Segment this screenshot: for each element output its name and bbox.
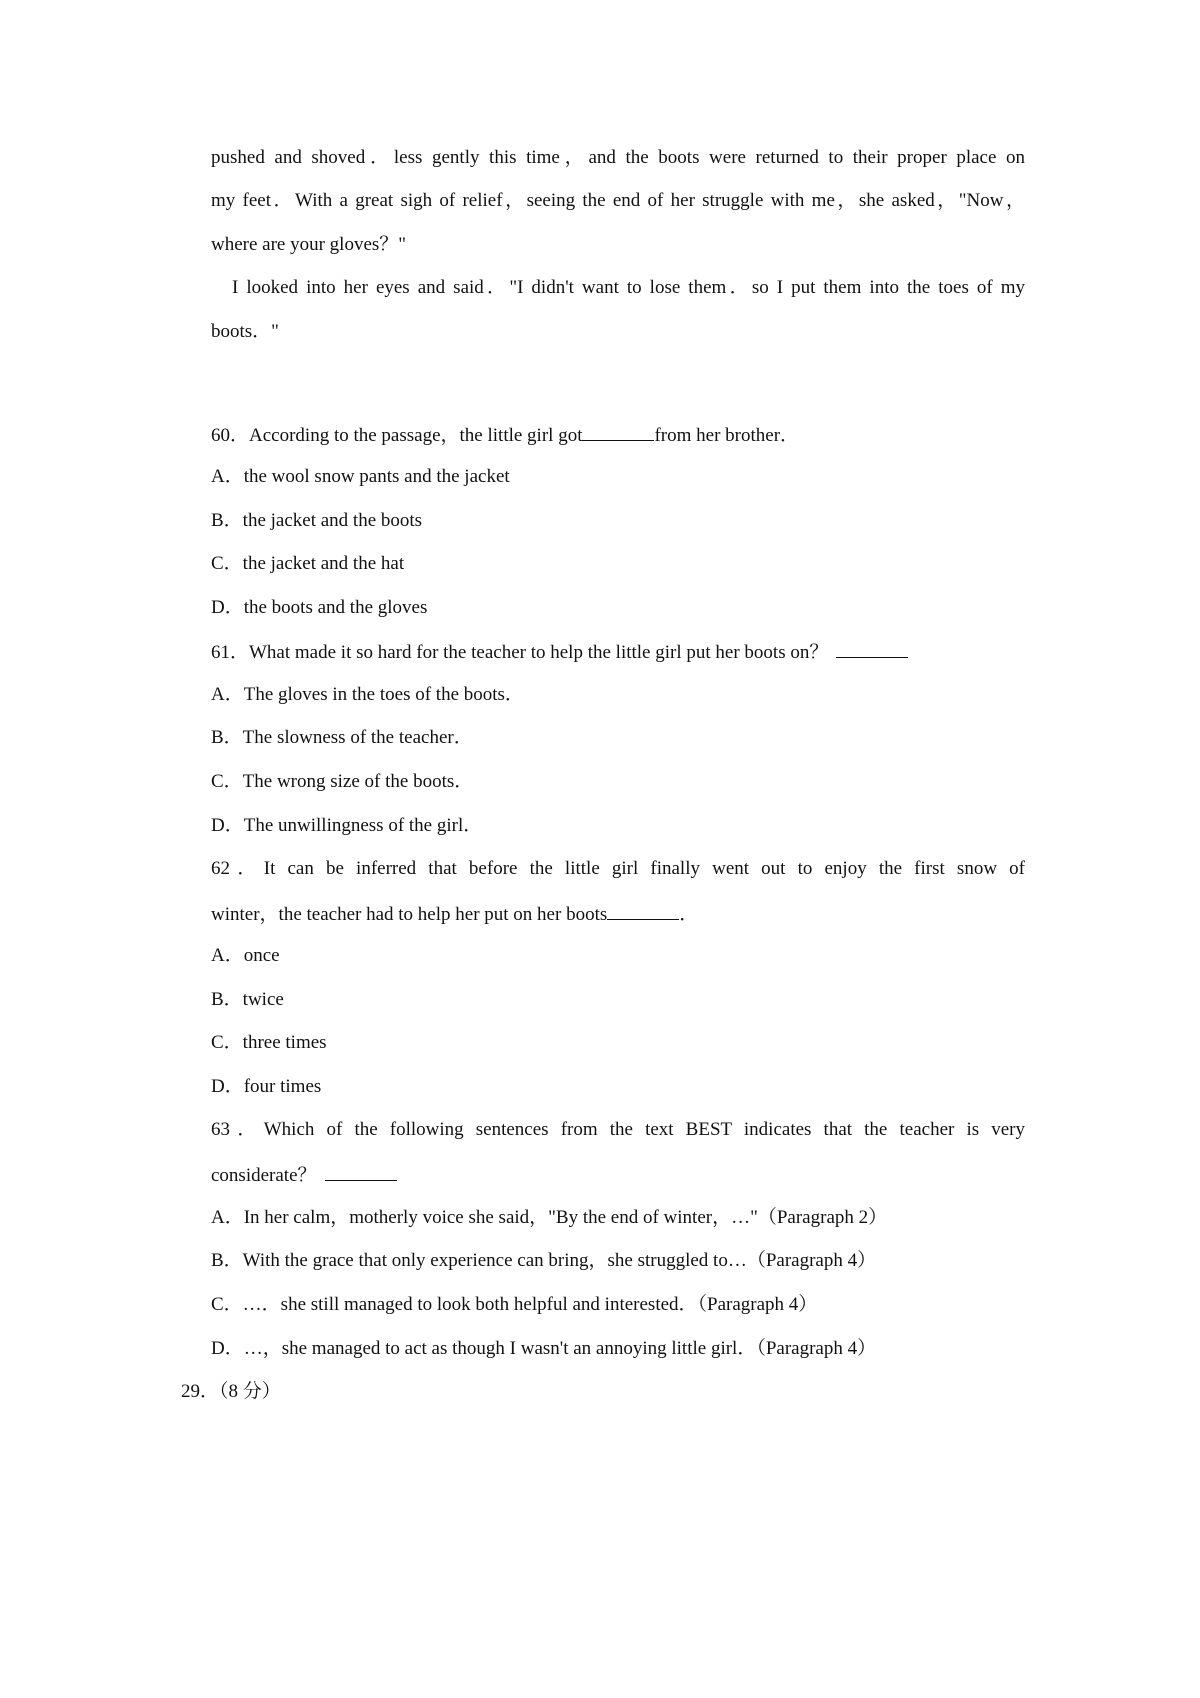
option-b: B．the jacket and the boots — [211, 510, 423, 531]
question-stem-text: 61．What made it so hard for the teacher to help the little girl put her boots on？ — [211, 642, 829, 663]
option-a: A．The gloves in the toes of the boots． — [211, 684, 524, 705]
question-63-stem-cont — [211, 1162, 397, 1188]
option-b: B．twice — [211, 989, 284, 1010]
question-stem-text: ． — [679, 904, 699, 925]
option-a: A．the wool snow pants and the jacket — [211, 466, 510, 487]
option-a: A．In her calm，motherly voice she said，"By the end of winter，…"（Paragraph 2） — [211, 1207, 888, 1228]
option-b: B．With the grace that only experience can bring，she struggled to…（Paragraph 4） — [211, 1250, 877, 1271]
option-b: B．The slowness of the teacher． — [211, 727, 473, 748]
passage-line: where are your gloves？" — [211, 234, 407, 255]
question-stem-text: 60．According to the passage，the little girl got — [211, 425, 583, 446]
question-stem-text: considerate？ — [211, 1165, 317, 1186]
question-60-stem — [211, 422, 799, 448]
question-stem-text: winter，the teacher had to help her put on her boots — [211, 904, 608, 925]
passage-line: my feet．With a great sigh of relief，seeing the end of her struggle with me，she asked，"Now， — [211, 190, 1025, 211]
option-d: D．The unwillingness of the girl． — [211, 815, 483, 836]
question-61-stem — [211, 639, 908, 665]
passage-line: I looked into her eyes and said．"I didn't want to lose them．so I put them into the toes of my — [232, 277, 1025, 298]
option-d: D．the boots and the gloves — [211, 597, 428, 618]
answer-blank — [582, 422, 654, 441]
question-62-stem-cont — [211, 901, 698, 927]
option-a: A．once — [211, 945, 280, 966]
passage-line: pushed and shoved．less gently this time，and the boots were returned to their proper place on — [211, 147, 1025, 168]
option-c: C．the jacket and the hat — [211, 553, 405, 574]
option-d: D．four times — [211, 1076, 322, 1097]
option-c: C．The wrong size of the boots． — [211, 771, 474, 792]
answer-blank — [325, 1162, 397, 1181]
answer-blank — [836, 639, 908, 658]
passage-line: boots．" — [211, 321, 279, 342]
answer-blank — [607, 901, 679, 920]
option-c: C．three times — [211, 1032, 327, 1053]
question-62-stem: 62．It can be inferred that before the little girl finally went out to enjoy the first snow of — [211, 858, 1025, 879]
option-d: D．…，she managed to act as though I wasn't an annoying little girl．（Paragraph 4） — [211, 1338, 877, 1359]
option-c: C．…．she still managed to look both helpful and interested．（Paragraph 4） — [211, 1294, 818, 1315]
next-question-number: 29．（8 分） — [181, 1381, 281, 1402]
question-63-stem: 63．Which of the following sentences from the text BEST indicates that the teacher is very — [211, 1119, 1025, 1140]
question-stem-text: from her brother． — [654, 425, 800, 446]
